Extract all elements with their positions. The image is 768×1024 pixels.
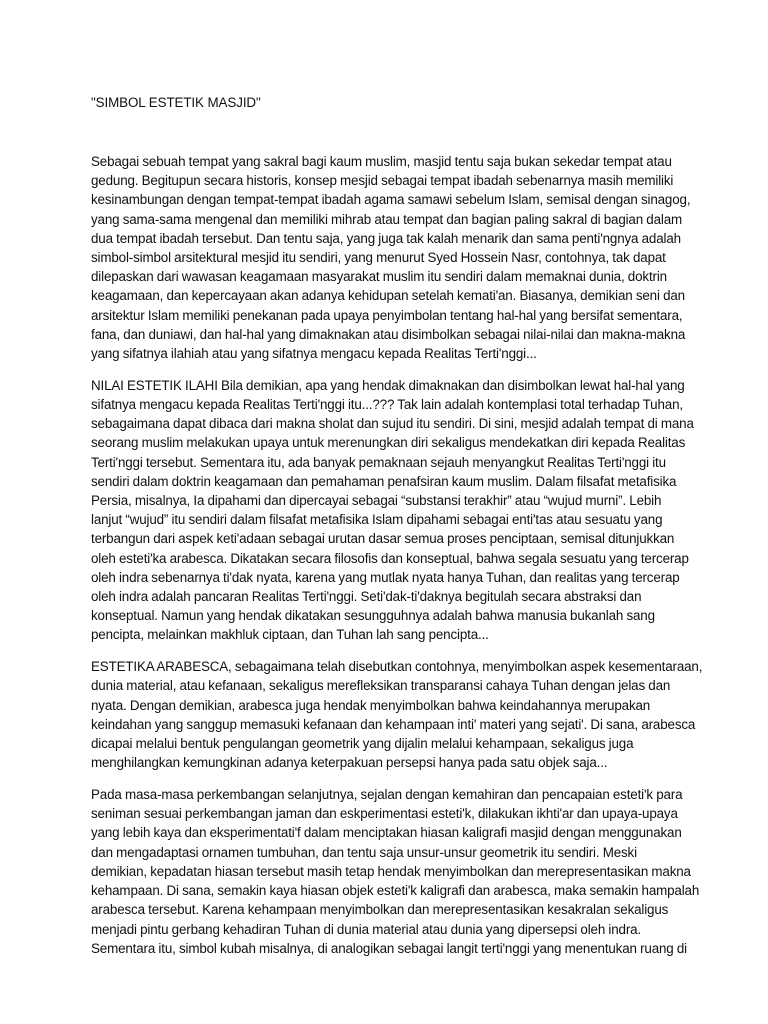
- paragraph-line: nyata. Dengan demikian, arabesca juga hendak menyimbolkan bahwa keindahannya merupakan: [91, 697, 651, 713]
- paragraph-line: yang sama-sama mengenal dan memiliki mihrab atau tempat dan bagian paling sakral di bagian dalam: [91, 211, 683, 227]
- paragraph-line: menghilangkan kemungkinan adanya keterpakuan persepsi hanya pada satu objek saja...: [91, 755, 608, 771]
- paragraph-line: dua tempat ibadah tersebut. Dan tentu saja, yang juga tak kalah menarik dan sama penti'ngnya adalah: [91, 230, 681, 246]
- paragraph-line: demikian, kepadatan hiasan tersebut masih tetap hendak menyimbolkan dan merepresentasikan makna: [91, 863, 691, 879]
- paragraph-line: konseptual. Namun yang hendak dikatakan sesungguhnya adalah bahwa manusia bukanlah sang: [91, 608, 655, 624]
- paragraph-line: yang lebih kaya dan eksperimentati'f dalam menciptakan hiasan kaligrafi masjid dengan menggunakan: [91, 825, 682, 841]
- paragraph-line: Persia, misalnya, Ia dipahami dan dipercayai sebagai “substansi terakhir” atau “wujud murni”. Lebih: [91, 493, 662, 509]
- paragraph-line: fana, dan duniawi, dan hal-hal yang dimaknakan atau disimbolkan sebagai nilai-nilai dan makna-makna: [91, 326, 686, 342]
- paragraph-line: keagamaan, dan kepercayaan akan adanya kehidupan setelah kemati'an. Biasanya, demikian seni dan: [91, 288, 685, 304]
- paragraph-line: menjadi pintu gerbang kehadiran Tuhan di dunia material atau dunia yang dipersepsi oleh indra.: [91, 921, 642, 937]
- paragraph-line: dilepaskan dari wawasan keagamaan masyarakat muslim itu sendiri dalam memaknai dunia, doktrin: [91, 269, 667, 285]
- paragraph-line: sendiri dalam doktrin keagamaan dan pemahaman penafsiran kaum muslim. Dalam filsafat metafisika: [91, 473, 677, 489]
- paragraph-line: seniman sesuai perkembangan jaman dan eskperimentasi esteti'k, dilakukan ikhti'ar dan upaya-upaya: [91, 806, 678, 822]
- paragraph-line: oleh esteti'ka arabesca. Dikatakan secara filosofis dan konseptual, bahwa segala sesuatu yang tercerap: [91, 550, 689, 566]
- paragraph-line: sebagaimana dapat dibaca dari makna sholat dan sujud itu sendiri. Di sini, mesjid adalah tempat di mana: [91, 416, 694, 432]
- paragraph-line: ESTETIKA ARABESCA, sebagaimana telah disebutkan contohnya, menyimbolkan aspek kesementaraan,: [91, 659, 703, 675]
- paragraph-line: kesinambungan dengan tempat-tempat ibadah agama samawi sebelum Islam, semisal dengan sinagog,: [91, 192, 691, 208]
- paragraph-line: lanjut “wujud” itu sendiri dalam filsafat metafisika Islam dipahami sebagai enti'tas atau sesuatu yang: [91, 512, 663, 528]
- paragraph-line: gedung. Begitupun secara historis, konsep mesjid sebagai tempat ibadah sebenarnya masih memiliki: [91, 173, 674, 189]
- paragraph-line: oleh indra sebenarnya ti'dak nyata, karena yang mutlak nyata hanya Tuhan, dan realitas yang tercerap: [91, 569, 680, 585]
- document-body: [91, 94, 703, 971]
- paragraph-nilai-estetik-ilahi: [91, 376, 694, 645]
- document-title: "SIMBOL ESTETIK MASJID": [91, 95, 261, 110]
- paragraph-line: dan mengadaptasi ornamen tumbuhan, dan tentu saja unsur-unsur geometrik itu sendiri. Meski: [91, 844, 637, 860]
- paragraph-line: Sebagai sebuah tempat yang sakral bagi kaum muslim, masjid tentu saja bukan sekedar tempat atau: [91, 154, 672, 169]
- paragraph-line: NILAI ESTETIK ILAHI Bila demikian, apa yang hendak dimaknakan dan disimbolkan lewat hal-hal yang: [91, 377, 685, 393]
- paragraph-line: Sementara itu, simbol kubah misalnya, di analogikan sebagai langit terti'nggi yang menentukan ruang di: [91, 940, 687, 956]
- paragraph-line: terbangun dari aspek keti'adaan sebagai urutan dasar semua proses penciptaan, semisal ditunjukkan: [91, 531, 675, 547]
- paragraph-line: keindahan yang sanggup memasuki kefanaan dan kehampaan inti' materi yang sejati'. Di sana, arabesca: [91, 716, 696, 732]
- paragraph-line: seorang muslim melakukan upaya untuk merenungkan diri sekaligus mendekatkan diri kepada Realitas: [91, 435, 686, 451]
- paragraph-perkembangan: [91, 785, 700, 958]
- paragraph-estetika-arabesca: [91, 657, 703, 772]
- paragraph-line: Terti'nggi tersebut. Sementara itu, ada banyak pemaknaan sejauh menyangkut Realitas Terti'nggi itu: [91, 454, 666, 470]
- paragraph-line: Pada masa-masa perkembangan selanjutnya, sejalan dengan kemahiran dan pencapaian esteti'k para: [91, 787, 683, 803]
- paragraph-line: simbol-simbol arsitektural mesjid itu sendiri, yang menurut Syed Hossein Nasr, contohnya, tak dapat: [91, 250, 666, 266]
- paragraph-intro: [91, 152, 691, 363]
- paragraph-line: arsitektur Islam memiliki penekanan pada upaya penyimbolan tentang hal-hal yang bersifat sementara,: [91, 307, 683, 323]
- paragraph-line: arabesca tersebut. Karena kehampaan menyimbolkan dan merepresentasikan kesakralan sekaligus: [91, 902, 669, 918]
- paragraph-line: oleh indra adalah pancaran Realitas Terti'nggi. Seti'dak-ti'daknya begitulah secara abstraksi dan: [91, 589, 642, 605]
- paragraph-line: pencipta, melainkan makhluk ciptaan, dan Tuhan lah sang pencipta...: [91, 627, 489, 643]
- paragraph-line: dunia material, atau kefanaan, sekaligus merefleksikan transparansi cahaya Tuhan dengan jelas dan: [91, 678, 671, 694]
- paragraph-line: sifatnya mengacu kepada Realitas Terti'nggi itu...??? Tak lain adalah kontemplasi total terhadap Tuhan,: [91, 397, 683, 413]
- paragraph-line: yang sifatnya ilahiah atau yang sifatnya mengacu kepada Realitas Terti'nggi...: [91, 346, 537, 362]
- paragraph-line: dicapai melalui bentuk pengulangan geometrik yang dijalin melalui kehampaan, sekaligus juga: [91, 736, 634, 752]
- paragraph-line: kehampaan. Di sana, semakin kaya hiasan objek esteti'k kaligrafi dan arabesca, maka semakin hampalah: [91, 883, 700, 899]
